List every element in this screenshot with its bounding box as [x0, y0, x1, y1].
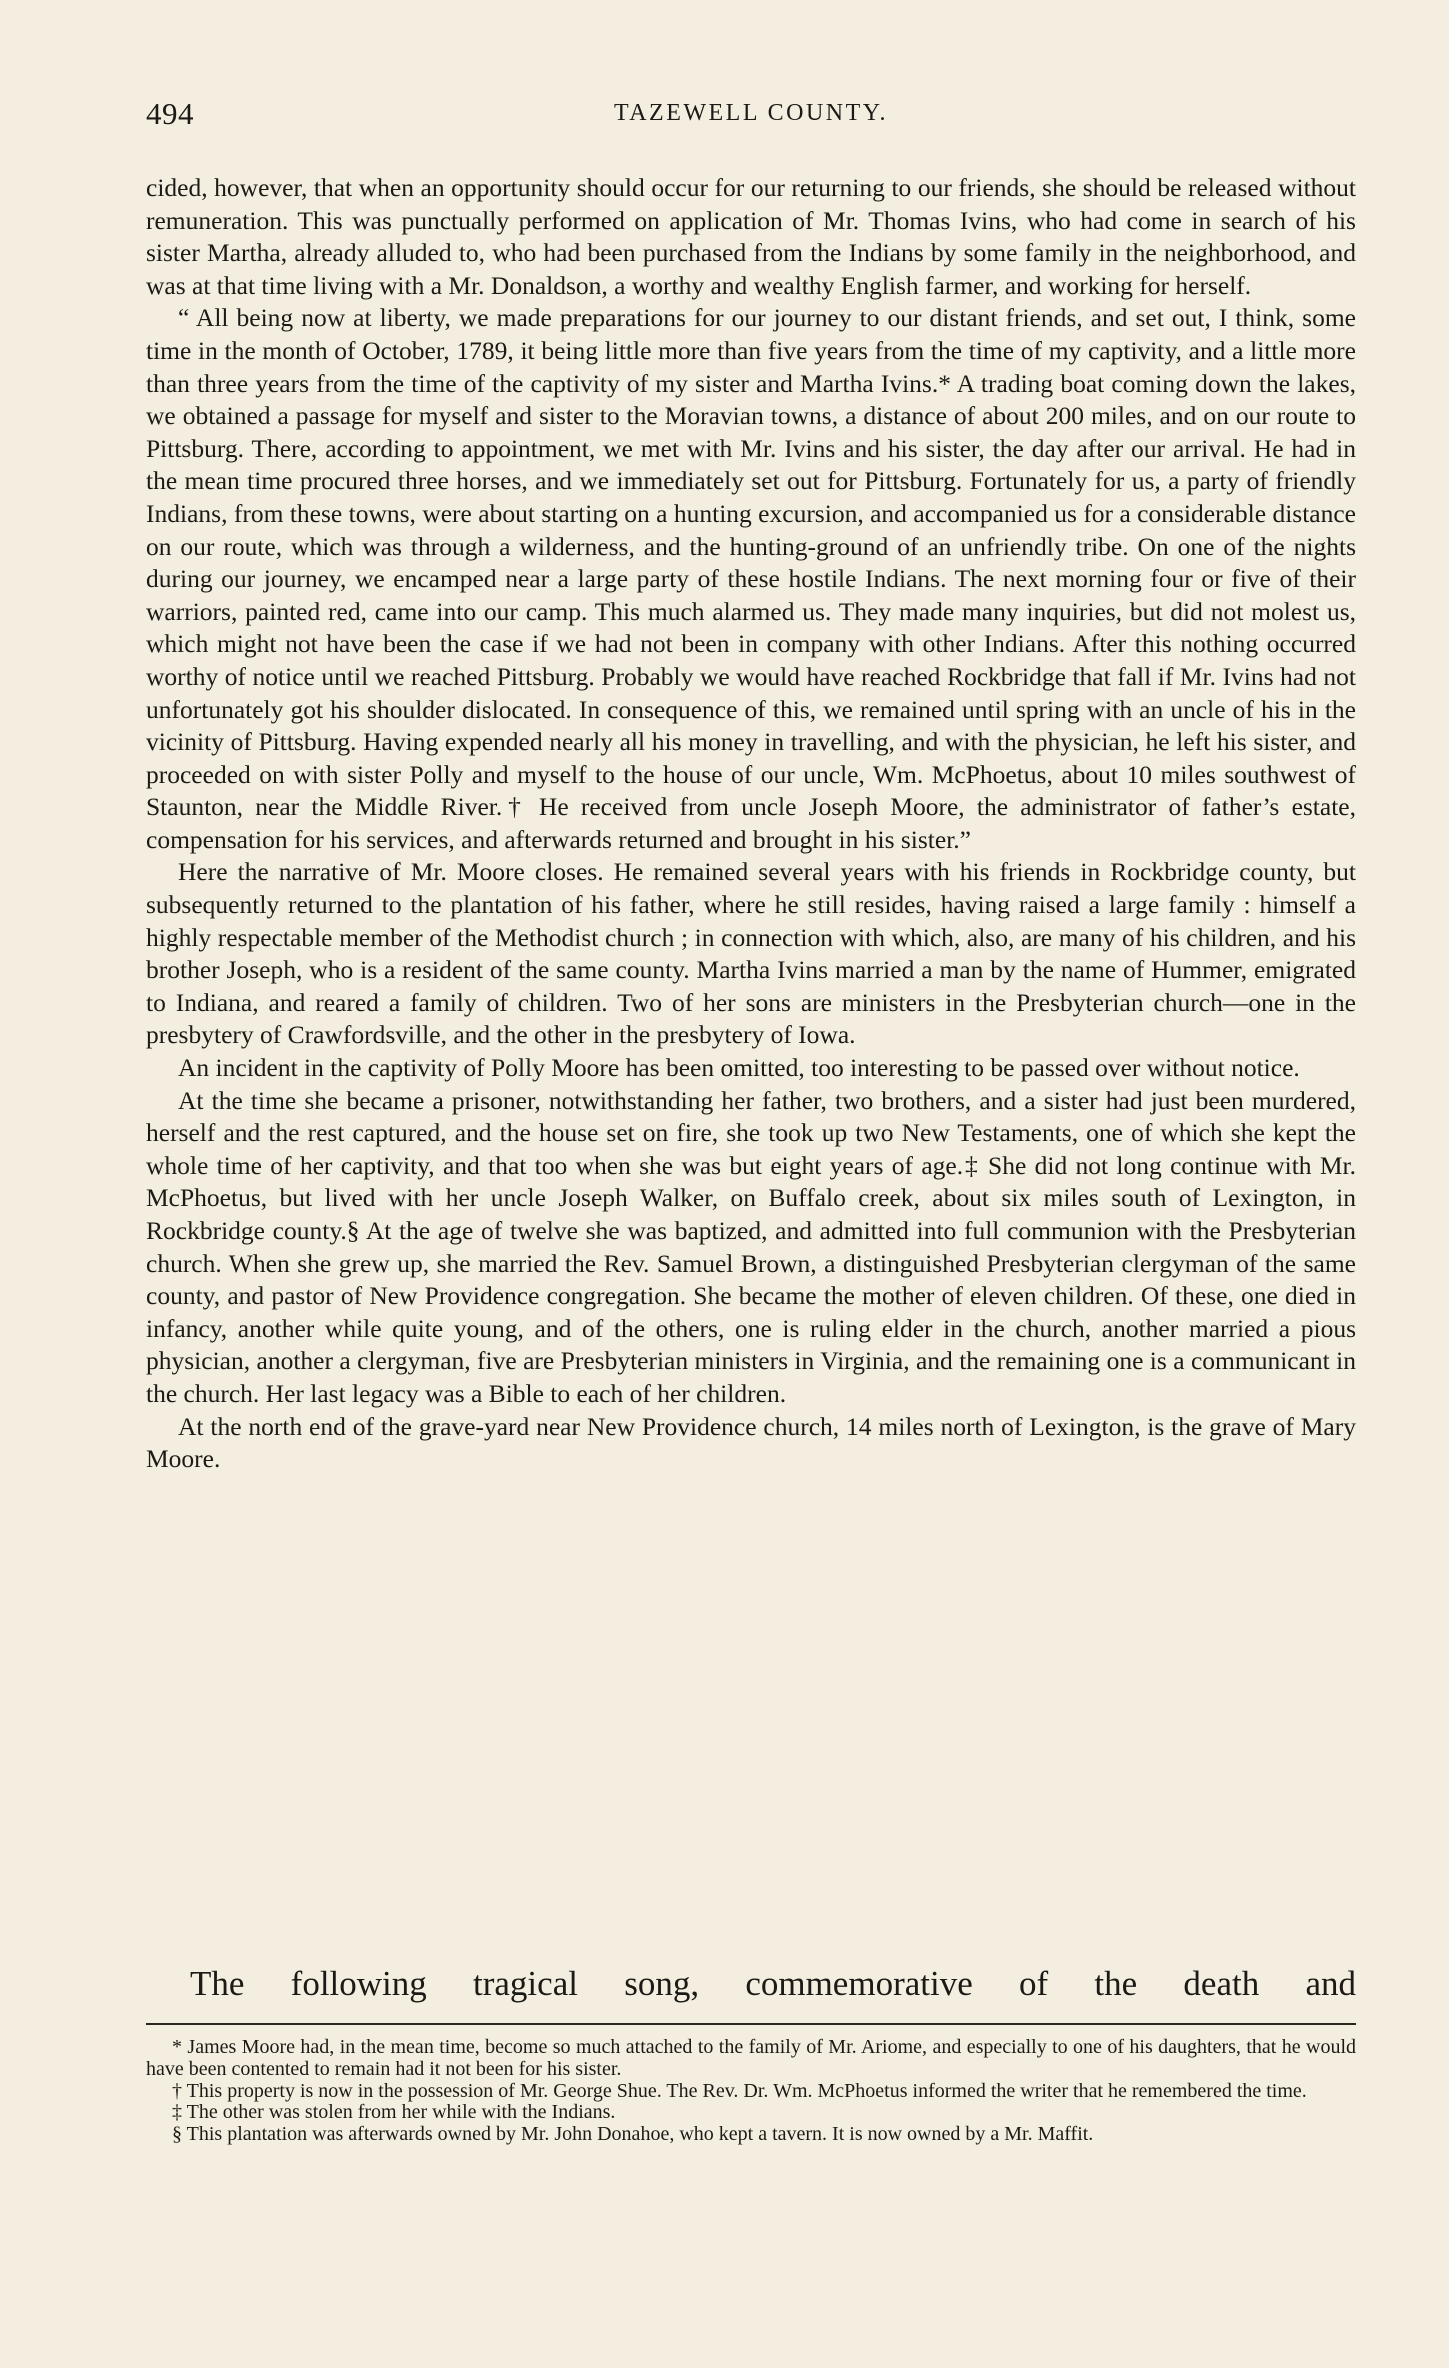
footnote: § This plantation was afterwards owned by Mr. John Donahoe, who kept a tavern. It is now owned by a Mr. Maffit. [172, 2123, 1094, 2146]
paragraph: At the time she became a prisoner, notwithstanding her father, two brothers, and a sister had just been murdered, herself and the rest captured, and the house set on fire, she took up two New Testaments, one of which she kept the whole time of her captivity, and that too when she was but eight years of age.‡ She did not long continue with Mr. McPhoetus, but lived with her uncle Joseph Walker, on Buffalo creek, about six miles south of Lexington, in Rockbridge county.§ At the age of twelve she was baptized, and admitted into full communion with the Presbyterian church. When she grew up, she married the Rev. Samuel Brown, a distinguished Presbyterian clergyman of the same county, and pastor of New Providence congregation. She became the mother of eleven children. Of these, one died in infancy, another while quite young, and of the others, one is ruling elder in the church, another married a pious physician, another a clergyman, five are Presbyterian ministers in Virginia, and the remaining one is a communicant in the church. Her last legacy was a Bible to each of her children. [146, 1085, 1356, 1408]
page-number: 494 [146, 96, 194, 131]
footnote: † This property is now in the possession of Mr. George Shue. The Rev. Dr. Wm. McPhoetus informed the writer that he remembered the time. [172, 2079, 1307, 2102]
paragraph: An incident in the captivity of Polly Moore has been omitted, too interesting to be passed over without notice. [178, 1053, 1300, 1083]
paragraph: cided, however, that when an opportunity should occur for our returning to our friends, she should be released without remuneration. This was punctually performed on application of Mr. Thomas Ivins, who had come in search of his sister Martha, already alluded to, who had been purchased from the Indians by some family in the neighborhood, and was at that time living with a Mr. Donaldson, a worthy and wealthy English farmer, and working for herself. [146, 173, 1356, 300]
body-text [146, 172, 1356, 1476]
paragraph: “ All being now at liberty, we made preparations for our journey to our distant friends, and set out, I think, some time in the month of October, 1789, it being little more than five years from the time of my captivity, and a little more than three years from the time of the captivity of my sister and Martha Ivins.* A trading boat coming down the lakes, we obtained a passage for myself and sister to the Moravian towns, a distance of about 200 miles, and on our route to Pittsburg. There, according to appointment, we met with Mr. Ivins and his sister, the day after our arrival. He had in the mean time procured three horses, and we immediately set out for Pittsburg. Fortunately for us, a party of friendly Indians, from these towns, were about starting on a hunting excursion, and accompanied us for a considerable distance on our route, which was through a wilderness, and the hunting-ground of an unfriendly tribe. On one of the nights during our journey, we encamped near a large party of these hostile Indians. The next morning four or five of their warriors, painted red, came into our camp. This much alarmed us. They made many inquiries, but did not molest us, which might not have been the case if we had not been in company with other Indians. After this nothing occurred worthy of notice until we reached Pittsburg. Probably we would have reached Rockbridge that fall if Mr. Ivins had not unfortunately got his shoulder dislocated. In consequence of this, we remained until spring with an uncle of his in the vicinity of Pittsburg. Having expended nearly all his money in travelling, and with the physician, he left his sister, and proceeded on with sister Polly and myself to the house of our uncle, Wm. McPhoetus, about 10 miles southwest of Staunton, near the Middle River.† He received from uncle Joseph Moore, the administrator of father’s estate, compensation for his services, and afterwards returned and brought in his sister.” [146, 303, 1356, 854]
page-header [146, 96, 1356, 136]
paragraph: At the north end of the grave-yard near New Providence church, 14 miles north of Lexington, is the grave of Mary Moore. [146, 1411, 1356, 1474]
footnotes [146, 2037, 1356, 2146]
song-intro-line: The following tragical song, commemorative of the death and [190, 1964, 1356, 2003]
paragraph: Here the narrative of Mr. Moore closes. He remained several years with his friends in Rockbridge county, but subsequently returned to the plantation of his father, where he still resides, having raised a large family : himself a highly respectable member of the Methodist church ; in connection with which, also, are many of his children, and his brother Joseph, who is a resident of the same county. Martha Ivins married a man by the name of Hummer, emigrated to Indiana, and reared a family of children. Two of her sons are ministers in the Presbyterian church—one in the presbytery of Crawfordsville, and the other in the presbytery of Iowa. [146, 857, 1356, 1050]
footnote: * James Moore had, in the mean time, become so much attached to the family of Mr. Ariome, and especially to one of his daughters, that he would have been contented to remain had it not been for his sister. [146, 2036, 1356, 2080]
footnote: ‡ The other was stolen from her while with the Indians. [172, 2101, 616, 2124]
running-head: TAZEWELL COUNTY. [613, 100, 889, 126]
footnote-divider [146, 2023, 1356, 2025]
